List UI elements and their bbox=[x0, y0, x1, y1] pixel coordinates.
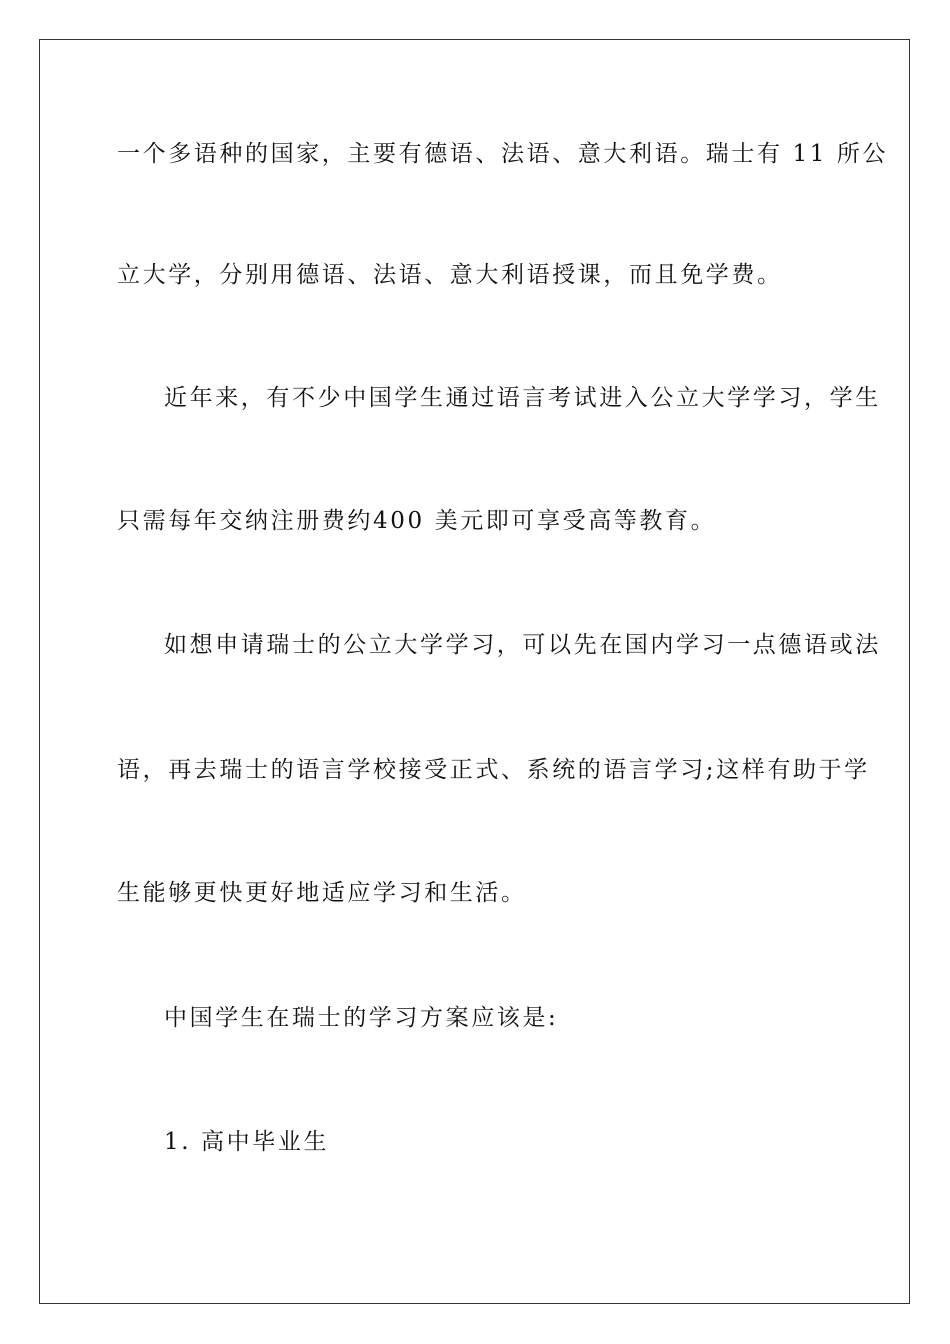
paragraph-line-5: 如想申请瑞士的公立大学学习，可以先在国内学习一点德语或法 bbox=[164, 632, 881, 658]
paragraph-line-1: 一个多语种的国家，主要有德语、法语、意大利语。瑞士有 11 所公 bbox=[117, 141, 889, 167]
paragraph-line-6: 语，再去瑞士的语言学校接受正式、系统的语言学习;这样有助于学 bbox=[117, 757, 870, 783]
paragraph-line-8: 中国学生在瑞士的学习方案应该是: bbox=[164, 1005, 559, 1031]
paragraph-line-4: 只需每年交纳注册费约400 美元即可享受高等教育。 bbox=[117, 508, 717, 534]
paragraph-line-3: 近年来，有不少中国学生通过语言考试进入公立大学学习，学生 bbox=[164, 385, 881, 411]
list-item-heading: 1. 高中毕业生 bbox=[164, 1129, 330, 1155]
paragraph-line-2: 立大学，分别用德语、法语、意大利语授课，而且免学费。 bbox=[117, 262, 783, 288]
paragraph-line-7: 生能够更快更好地适应学习和生活。 bbox=[117, 880, 527, 906]
page-frame bbox=[39, 39, 910, 1304]
